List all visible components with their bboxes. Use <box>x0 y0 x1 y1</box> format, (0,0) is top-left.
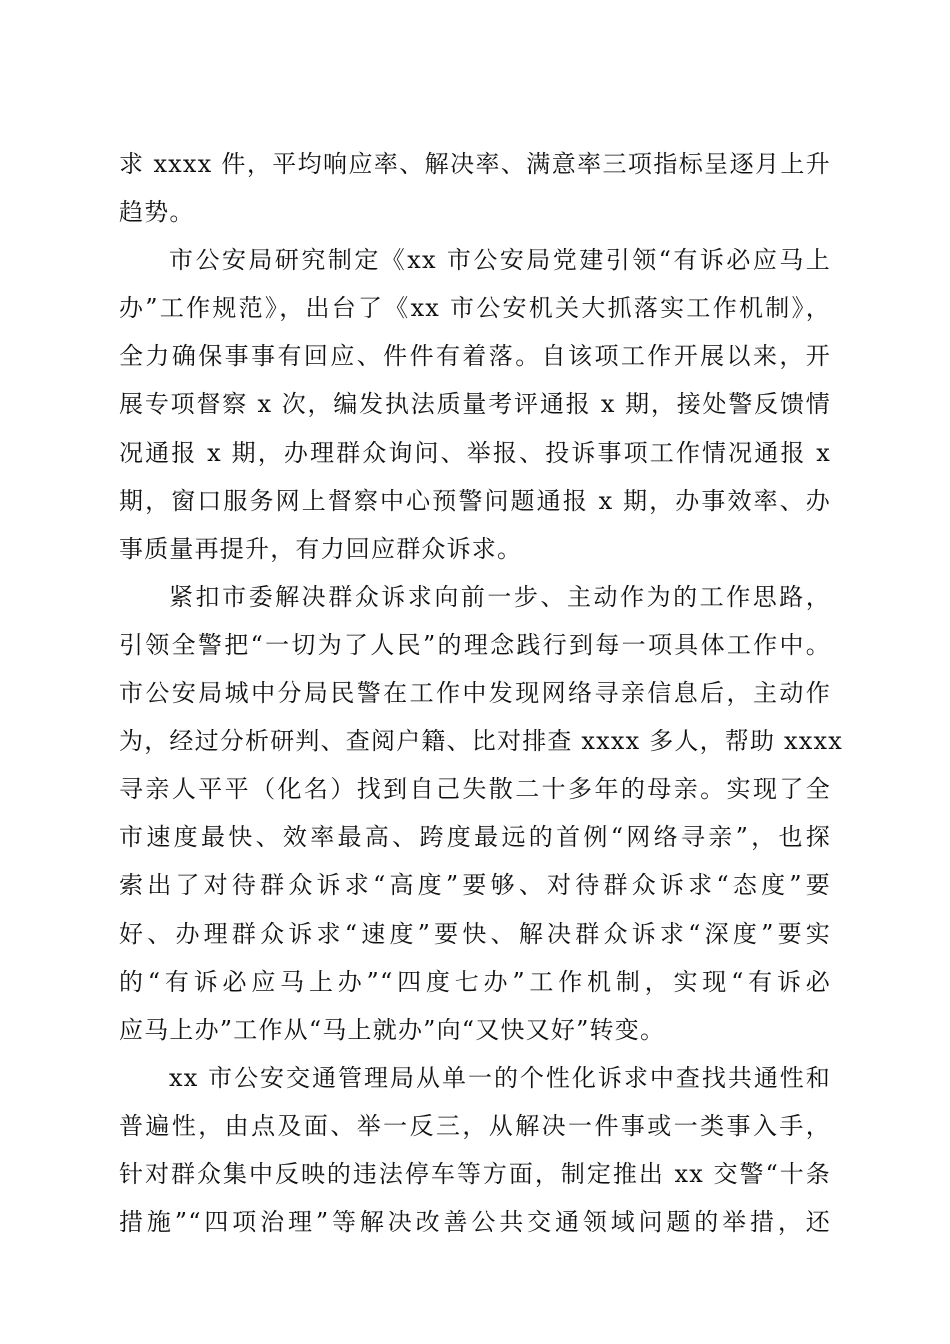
text-line: 求 xxxx 件，平均响应率、解决率、满意率三项指标呈逐月上升 <box>119 150 831 178</box>
text-line: 紧扣市委解决群众诉求向前一步、主动作为的工作思路， <box>169 582 831 611</box>
text-line: 寻亲人平平（化名）找到自己失散二十多年的母亲。实现了全 <box>119 775 831 804</box>
text-line: 普遍性，由点及面、举一反三，从解决一件事或一类事入手， <box>119 1111 831 1140</box>
text-line: 市公安局城中分局民警在工作中发现网络寻亲信息后，主动作 <box>119 679 831 708</box>
text-line: 为，经过分析研判、查阅户籍、比对排查 xxxx 多人，帮助 xxxx <box>119 727 843 756</box>
text-line: 况通报 x 期，办理群众询问、举报、投诉事项工作情况通报 x <box>119 438 831 467</box>
text-line: xx 市公安交通管理局从单一的个性化诉求中查找共通性和 <box>169 1063 831 1092</box>
text-line: 趋势。 <box>119 198 195 227</box>
text-line: 引领全警把“一切为了人民”的理念践行到每一项具体工作中。 <box>119 630 831 659</box>
text-line: 展专项督察 x 次，编发执法质量考评通报 x 期，接处警反馈情 <box>119 390 831 419</box>
text-line: 期，窗口服务网上督察中心预警问题通报 x 期，办事效率、办 <box>119 486 831 515</box>
text-line: 全力确保事事有回应、件件有着落。自该项工作开展以来，开 <box>119 342 831 371</box>
text-line: 的“有诉必应马上办”“四度七办”工作机制，实现“有诉必 <box>119 967 831 996</box>
text-line: 事质量再提升，有力回应群众诉求。 <box>119 534 523 563</box>
document-body <box>119 140 843 1246</box>
text-line: 市公安局研究制定《xx 市公安局党建引领“有诉必应马上 <box>169 246 831 275</box>
text-line: 针对群众集中反映的违法停车等方面，制定推出 xx 交警“十条 <box>119 1159 831 1188</box>
text-line: 措施”“四项治理”等解决改善公共交通领域问题的举措，还 <box>119 1208 831 1237</box>
text-line: 索出了对待群众诉求“高度”要够、对待群众诉求“态度”要 <box>119 871 831 900</box>
text-line: 办”工作规范》，出台了《xx 市公安机关大抓落实工作机制》， <box>119 294 831 323</box>
text-line: 应马上办”工作从“马上就办”向“又快又好”转变。 <box>119 1015 666 1044</box>
text-line: 市速度最快、效率最高、跨度最远的首例“网络寻亲”，也探 <box>119 823 831 852</box>
text-line: 好、办理群众诉求“速度”要快、解决群众诉求“深度”要实 <box>119 919 831 948</box>
